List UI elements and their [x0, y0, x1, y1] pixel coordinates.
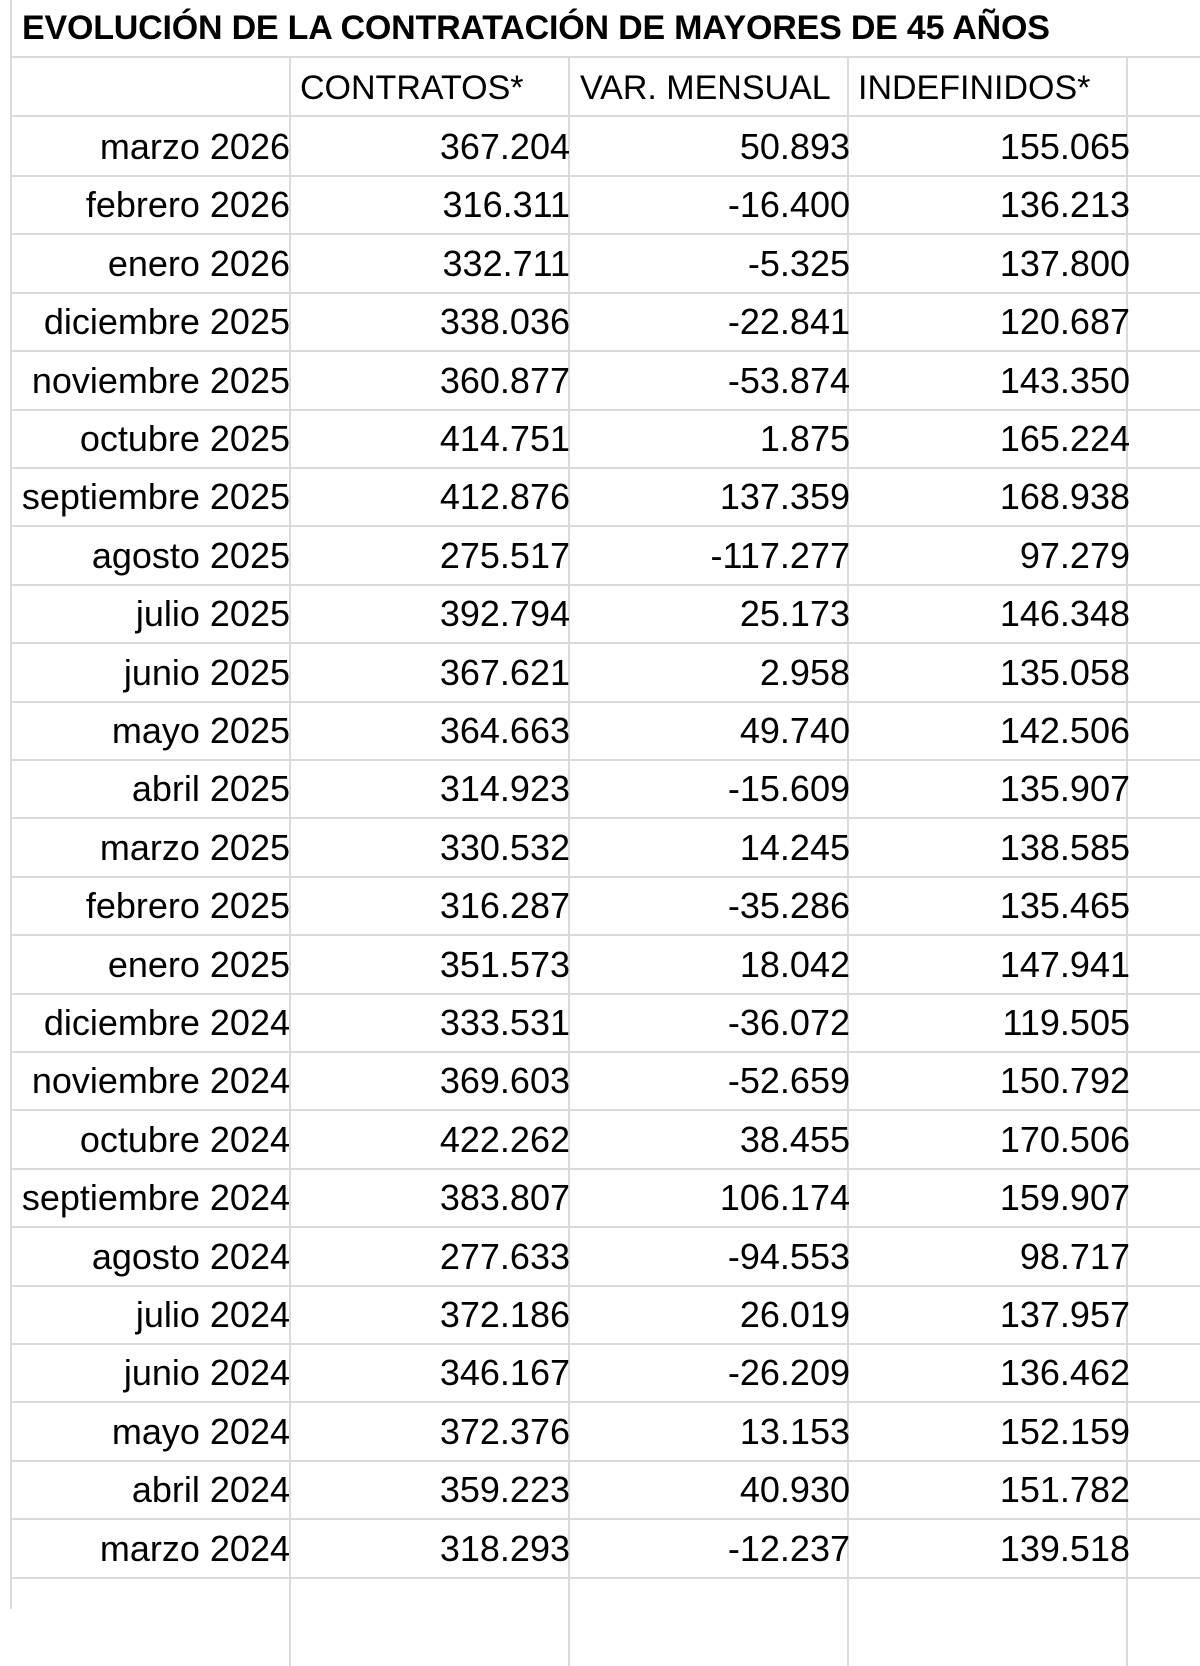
- table-row: [12, 1051, 1200, 1111]
- cell-contratos[interactable]: 367.204: [439, 126, 570, 167]
- table-row: [12, 1168, 1200, 1228]
- cell-indefinidos[interactable]: 147.941: [999, 943, 1130, 985]
- cell-contratos[interactable]: 414.751: [439, 418, 570, 459]
- cell-indefinidos[interactable]: 97.279: [1019, 534, 1130, 576]
- cell-indefinidos[interactable]: 170.506: [999, 1118, 1130, 1160]
- cell-contratos[interactable]: 314.923: [439, 768, 570, 810]
- header-cell-period[interactable]: [12, 57, 290, 115]
- table-row: [12, 818, 1200, 878]
- table-title: EVOLUCIÓN DE LA CONTRATACIÓN DE MAYORES DE 45 AÑOS: [22, 9, 1050, 47]
- cell-indefinidos[interactable]: 135.465: [999, 885, 1130, 927]
- cell-var-mensual[interactable]: -117.277: [710, 534, 850, 576]
- cell-period[interactable]: septiembre 2025: [21, 476, 290, 518]
- cell-indefinidos[interactable]: 146.348: [999, 593, 1130, 635]
- cell-period[interactable]: junio 2024: [123, 1352, 290, 1394]
- cell-var-mensual[interactable]: -52.659: [727, 1060, 850, 1102]
- table-row: [12, 409, 1200, 469]
- cell-contratos[interactable]: 360.877: [439, 359, 570, 401]
- cell-indefinidos[interactable]: 151.782: [999, 1469, 1130, 1511]
- table-row: [12, 584, 1200, 644]
- cell-var-mensual[interactable]: 1.875: [759, 418, 850, 459]
- cell-period[interactable]: enero 2026: [107, 242, 290, 284]
- table-row: [12, 351, 1200, 411]
- cell-indefinidos[interactable]: 168.938: [999, 476, 1130, 518]
- cell-contratos[interactable]: 351.573: [439, 943, 570, 985]
- cell-contratos[interactable]: 372.186: [439, 1294, 570, 1335]
- cell-contratos[interactable]: 275.517: [439, 534, 570, 576]
- cell-indefinidos[interactable]: 135.058: [999, 651, 1130, 693]
- cell-var-mensual[interactable]: -35.286: [727, 885, 850, 927]
- header-cell-var-mensual[interactable]: VAR. MENSUAL: [580, 69, 831, 107]
- table-row: [12, 117, 1200, 177]
- table-row: [12, 643, 1200, 703]
- cell-contratos[interactable]: 367.621: [439, 651, 570, 693]
- cell-var-mensual[interactable]: 14.245: [739, 826, 850, 868]
- table-row: [12, 467, 1200, 527]
- cell-indefinidos[interactable]: 155.065: [999, 126, 1130, 167]
- cell-period[interactable]: marzo 2025: [99, 826, 290, 868]
- cell-contratos[interactable]: 333.531: [439, 1002, 570, 1043]
- cell-indefinidos[interactable]: 136.213: [999, 184, 1130, 226]
- cell-contratos[interactable]: 332.711: [442, 242, 570, 284]
- table-row: [12, 234, 1200, 294]
- cell-contratos[interactable]: 277.633: [439, 1235, 570, 1277]
- cell-var-mensual[interactable]: -12.237: [727, 1527, 850, 1569]
- table-row: [12, 1519, 1200, 1579]
- cell-contratos[interactable]: 372.376: [439, 1410, 570, 1452]
- table-row: [12, 1402, 1200, 1462]
- cell-var-mensual[interactable]: 26.019: [739, 1294, 850, 1335]
- table-row: [12, 1110, 1200, 1170]
- cell-indefinidos[interactable]: 135.907: [999, 768, 1130, 810]
- cell-contratos[interactable]: 318.293: [439, 1527, 570, 1569]
- cell-period[interactable]: diciembre 2025: [43, 301, 290, 343]
- cell-indefinidos[interactable]: 142.506: [999, 710, 1130, 751]
- cell-contratos[interactable]: 316.311: [442, 184, 570, 226]
- cell-period[interactable]: marzo 2026: [99, 126, 290, 167]
- cell-contratos[interactable]: 316.287: [439, 885, 570, 927]
- cell-contratos[interactable]: 412.876: [439, 476, 570, 518]
- cell-var-mensual[interactable]: -5.325: [747, 242, 850, 284]
- cell-period[interactable]: febrero 2026: [85, 184, 290, 226]
- cell-period[interactable]: abril 2024: [131, 1469, 290, 1511]
- cell-period[interactable]: marzo 2024: [99, 1527, 290, 1569]
- table-row: [12, 526, 1200, 586]
- cell-period[interactable]: agosto 2025: [91, 534, 290, 576]
- cell-var-mensual[interactable]: 18.042: [739, 943, 850, 985]
- title-row[interactable]: [12, 0, 1200, 58]
- header-cell-indefinidos[interactable]: INDEFINIDOS*: [858, 69, 1091, 107]
- cell-period[interactable]: octubre 2024: [79, 1118, 290, 1160]
- cell-var-mensual[interactable]: 2.958: [759, 651, 850, 693]
- cell-var-mensual[interactable]: -26.209: [727, 1352, 850, 1394]
- cell-period[interactable]: noviembre 2025: [31, 359, 290, 401]
- cell-contratos[interactable]: 364.663: [439, 710, 570, 751]
- cell-var-mensual[interactable]: 13.153: [739, 1410, 850, 1452]
- cell-var-mensual[interactable]: 25.173: [739, 593, 850, 635]
- table-row: [12, 1227, 1200, 1287]
- cell-indefinidos[interactable]: 139.518: [999, 1527, 1130, 1569]
- cell-period[interactable]: diciembre 2024: [43, 1002, 290, 1043]
- cell-var-mensual[interactable]: -22.841: [727, 301, 850, 343]
- cell-indefinidos[interactable]: 120.687: [999, 301, 1130, 343]
- cell-contratos[interactable]: 392.794: [439, 593, 570, 635]
- cell-var-mensual[interactable]: 49.740: [739, 710, 850, 751]
- cell-indefinidos[interactable]: 165.224: [999, 418, 1130, 459]
- header-cell-contratos[interactable]: CONTRATOS*: [300, 69, 524, 107]
- table-row: [12, 993, 1200, 1053]
- cell-contratos[interactable]: 338.036: [439, 301, 570, 343]
- table-row: [12, 935, 1200, 995]
- cell-period[interactable]: noviembre 2024: [31, 1060, 290, 1102]
- cell-period[interactable]: enero 2025: [107, 943, 290, 985]
- table-row: [12, 175, 1200, 235]
- cell-indefinidos[interactable]: 136.462: [999, 1352, 1130, 1394]
- cell-period[interactable]: abril 2025: [131, 768, 290, 810]
- cell-period[interactable]: septiembre 2024: [21, 1177, 290, 1219]
- cell-indefinidos[interactable]: 137.800: [999, 242, 1130, 284]
- cell-indefinidos[interactable]: 143.350: [999, 359, 1130, 401]
- cell-contratos[interactable]: 346.167: [439, 1352, 570, 1394]
- cell-period[interactable]: junio 2025: [123, 651, 290, 693]
- cell-var-mensual[interactable]: -15.609: [727, 768, 850, 810]
- cell-contratos[interactable]: 369.603: [439, 1060, 570, 1102]
- cell-period[interactable]: agosto 2024: [91, 1235, 290, 1277]
- table-row: [12, 292, 1200, 352]
- cell-period[interactable]: julio 2025: [135, 593, 290, 635]
- table-row: [12, 759, 1200, 819]
- table-row: [12, 1460, 1200, 1520]
- cell-contratos[interactable]: 359.223: [439, 1469, 570, 1511]
- cell-var-mensual[interactable]: 137.359: [719, 476, 850, 518]
- cell-contratos[interactable]: 330.532: [439, 826, 570, 868]
- cell-indefinidos[interactable]: 119.505: [1002, 1002, 1130, 1043]
- cell-var-mensual[interactable]: 40.930: [739, 1469, 850, 1511]
- cell-period[interactable]: octubre 2025: [79, 418, 290, 459]
- cell-indefinidos[interactable]: 152.159: [999, 1410, 1130, 1452]
- cell-var-mensual[interactable]: -53.874: [727, 359, 850, 401]
- cell-period[interactable]: mayo 2025: [111, 710, 290, 751]
- cell-indefinidos[interactable]: 138.585: [999, 826, 1130, 868]
- cell-indefinidos[interactable]: 98.717: [1019, 1235, 1130, 1277]
- cell-var-mensual[interactable]: 50.893: [739, 126, 850, 167]
- cell-var-mensual[interactable]: 106.174: [719, 1177, 850, 1219]
- cell-var-mensual[interactable]: 38.455: [739, 1118, 850, 1160]
- header-row: [12, 57, 1200, 117]
- table-row: [12, 876, 1200, 936]
- cell-indefinidos[interactable]: 150.792: [999, 1060, 1130, 1102]
- cell-contratos[interactable]: 383.807: [439, 1177, 570, 1219]
- cell-var-mensual[interactable]: -94.553: [727, 1235, 850, 1277]
- cell-period[interactable]: mayo 2024: [111, 1410, 290, 1452]
- cell-var-mensual[interactable]: -36.072: [727, 1002, 850, 1043]
- cell-contratos[interactable]: 422.262: [439, 1118, 570, 1160]
- table-row: [12, 1285, 1200, 1345]
- cell-period[interactable]: julio 2024: [135, 1294, 290, 1335]
- table-row: [12, 701, 1200, 761]
- cell-period[interactable]: febrero 2025: [85, 885, 290, 927]
- cell-indefinidos[interactable]: 137.957: [999, 1294, 1130, 1335]
- cell-var-mensual[interactable]: -16.400: [727, 184, 850, 226]
- cell-indefinidos[interactable]: 159.907: [999, 1177, 1130, 1219]
- table-row: [12, 1343, 1200, 1403]
